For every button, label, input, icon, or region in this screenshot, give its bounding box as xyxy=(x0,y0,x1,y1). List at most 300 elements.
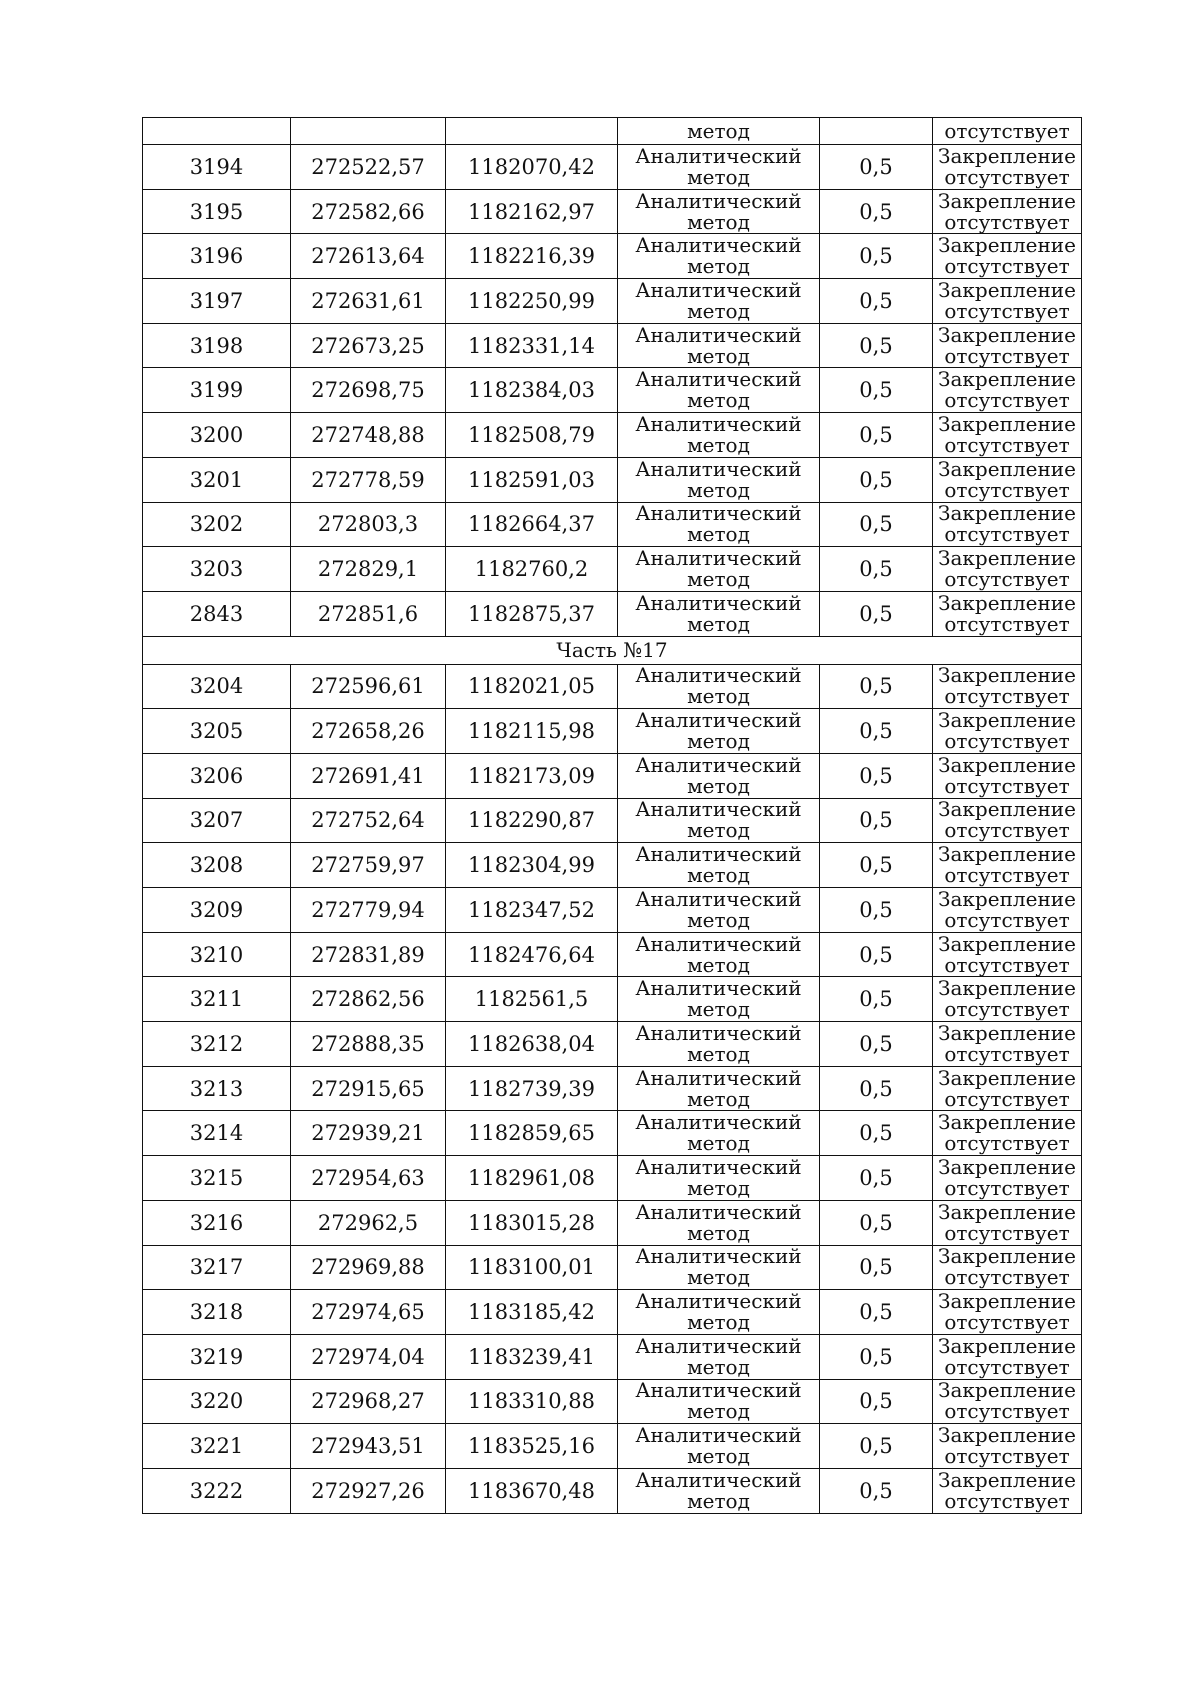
point-id-cell: 3210 xyxy=(143,932,291,977)
y-coordinate-cell: 1183100,01 xyxy=(446,1245,618,1290)
method-line-1: Аналитический xyxy=(635,1110,802,1135)
fixation-line-1: Закрепление xyxy=(938,1245,1076,1269)
method-line-2: метод xyxy=(687,1488,750,1513)
x-coordinate-cell: 272862,56 xyxy=(291,977,446,1022)
method-line-1: Аналитический xyxy=(635,1379,802,1403)
method-cell xyxy=(618,547,820,592)
accuracy-cell: 0,5 xyxy=(820,709,933,754)
method-cell xyxy=(618,1066,820,1111)
point-id-cell: 3211 xyxy=(143,977,291,1022)
x-coordinate-cell: 272691,41 xyxy=(291,753,446,798)
method-cell xyxy=(618,368,820,413)
point-id-cell: 3214 xyxy=(143,1111,291,1156)
point-id-cell: 3198 xyxy=(143,323,291,368)
method-line-1: Аналитический xyxy=(635,1289,802,1314)
method-line-2: метод xyxy=(687,209,750,234)
method-line-2: метод xyxy=(687,1399,750,1424)
table-row xyxy=(143,1156,1082,1201)
fixation-line-2: отсутствует xyxy=(944,997,1070,1022)
accuracy-cell: 0,5 xyxy=(820,279,933,324)
method-line-2: метод xyxy=(687,1175,750,1200)
point-id-cell xyxy=(143,118,291,145)
method-line-2: метод xyxy=(687,298,750,323)
table-row xyxy=(143,798,1082,843)
method-line-1: Аналитический xyxy=(635,842,802,867)
accuracy-cell: 0,5 xyxy=(820,502,933,547)
method-cell xyxy=(618,323,820,368)
fixation-line-1: Закрепление xyxy=(938,887,1076,911)
fixation-line-1: Закрепление xyxy=(938,323,1076,347)
fixation-line-2: отсутствует xyxy=(944,1265,1070,1290)
method-line-1: Аналитический xyxy=(635,1334,802,1358)
coordinates-table xyxy=(142,117,1082,1514)
fixation-cell xyxy=(933,502,1082,547)
part-heading-row xyxy=(143,636,1082,664)
y-coordinate-cell: 1182476,64 xyxy=(446,932,618,977)
accuracy-cell: 0,5 xyxy=(820,1379,933,1424)
fixation-cell xyxy=(933,1290,1082,1335)
fixation-cell xyxy=(933,1066,1082,1111)
accuracy-cell: 0,5 xyxy=(820,888,933,933)
fixation-line-2: отсутствует xyxy=(944,298,1070,323)
y-coordinate-cell: 1182331,14 xyxy=(446,323,618,368)
fixation-cell xyxy=(933,977,1082,1022)
fixation-line-1: Закрепление xyxy=(938,842,1076,867)
method-line-2: метод xyxy=(687,997,750,1022)
accuracy-cell: 0,5 xyxy=(820,1334,933,1379)
fixation-line-1: Закрепление xyxy=(938,1066,1076,1090)
x-coordinate-cell: 272778,59 xyxy=(291,457,446,502)
x-coordinate-cell: 272613,64 xyxy=(291,234,446,279)
x-coordinate-cell: 272631,61 xyxy=(291,279,446,324)
table-row xyxy=(143,189,1082,234)
method-line-1: Аналитический xyxy=(635,323,802,347)
point-id-cell: 3195 xyxy=(143,189,291,234)
point-id-cell: 3221 xyxy=(143,1424,291,1469)
point-id-cell: 3220 xyxy=(143,1379,291,1424)
fixation-line-1: Закрепление xyxy=(938,233,1076,258)
fixation-line-1: Закрепление xyxy=(938,278,1076,302)
accuracy-cell: 0,5 xyxy=(820,234,933,279)
table-row xyxy=(143,323,1082,368)
fixation-line-1: Закрепление xyxy=(938,412,1076,436)
x-coordinate-cell: 272954,63 xyxy=(291,1156,446,1201)
table-row xyxy=(143,1022,1082,1067)
method-line-1: Аналитический xyxy=(635,412,802,436)
point-id-cell: 3201 xyxy=(143,457,291,502)
method-line-1: Аналитический xyxy=(635,798,802,822)
fixation-line-1: Закрепление xyxy=(938,1200,1076,1224)
fixation-line-2: отсутствует xyxy=(944,1399,1070,1424)
fixation-line-1: Закрепление xyxy=(938,367,1076,392)
point-id-cell: 3199 xyxy=(143,368,291,413)
fixation-cell xyxy=(933,1468,1082,1513)
point-id-cell: 3208 xyxy=(143,843,291,888)
point-id-cell: 3207 xyxy=(143,798,291,843)
point-id-cell: 3209 xyxy=(143,888,291,933)
fixation-line-2: отсутствует xyxy=(944,863,1070,888)
fixation-line-1: Закрепление xyxy=(938,798,1076,822)
accuracy-cell: 0,5 xyxy=(820,1468,933,1513)
method-cell xyxy=(618,1156,820,1201)
fixation-line-2: отсутствует xyxy=(944,1444,1070,1469)
table-row xyxy=(143,1334,1082,1379)
y-coordinate-cell: 1182115,98 xyxy=(446,709,618,754)
accuracy-cell: 0,5 xyxy=(820,1245,933,1290)
accuracy-cell: 0,5 xyxy=(820,1200,933,1245)
accuracy-cell: 0,5 xyxy=(820,977,933,1022)
fixation-line-1: Закрепление xyxy=(938,708,1076,733)
y-coordinate-cell: 1182859,65 xyxy=(446,1111,618,1156)
point-id-cell: 2843 xyxy=(143,591,291,636)
table-row xyxy=(143,977,1082,1022)
method-line-2: метод xyxy=(687,907,750,932)
method-line-2: метод xyxy=(687,432,750,457)
x-coordinate-cell: 272582,66 xyxy=(291,189,446,234)
point-id-cell: 3222 xyxy=(143,1468,291,1513)
method-cell xyxy=(618,1245,820,1290)
method-cell xyxy=(618,502,820,547)
fixation-line-2: отсутствует xyxy=(944,1310,1070,1335)
x-coordinate-cell: 272698,75 xyxy=(291,368,446,413)
table-row xyxy=(143,888,1082,933)
table-row xyxy=(143,1290,1082,1335)
method-line-2: метод xyxy=(687,1041,750,1066)
accuracy-cell: 0,5 xyxy=(820,189,933,234)
y-coordinate-cell: 1182561,5 xyxy=(446,977,618,1022)
fixation-line-2: отсутствует xyxy=(944,432,1070,457)
y-coordinate-cell: 1182347,52 xyxy=(446,888,618,933)
fixation-line-1: Закрепление xyxy=(938,1021,1076,1045)
y-coordinate-cell: 1182760,2 xyxy=(446,547,618,592)
fixation-line-2: отсутствует xyxy=(944,522,1070,547)
method-cell xyxy=(618,279,820,324)
x-coordinate-cell xyxy=(291,118,446,145)
method-line-1: Аналитический xyxy=(635,887,802,911)
part-heading: Часть №17 xyxy=(143,636,1082,664)
x-coordinate-cell: 272974,65 xyxy=(291,1290,446,1335)
fixation-line-2: отсутствует xyxy=(944,1488,1070,1513)
method-line-2: метод xyxy=(687,684,750,709)
method-line-2: метод xyxy=(687,1310,750,1335)
table-row xyxy=(143,1379,1082,1424)
point-id-cell: 3194 xyxy=(143,145,291,190)
fixation-cell xyxy=(933,1379,1082,1424)
method-line-2: метод xyxy=(687,1131,750,1156)
method-line-1: Аналитический xyxy=(635,591,802,615)
accuracy-cell: 0,5 xyxy=(820,753,933,798)
fixation-line-2: отсутствует xyxy=(944,164,1070,189)
x-coordinate-cell: 272939,21 xyxy=(291,1111,446,1156)
point-id-cell: 3206 xyxy=(143,753,291,798)
point-id-cell: 3196 xyxy=(143,234,291,279)
method-line-2: метод xyxy=(687,818,750,843)
fixation-cell xyxy=(933,1156,1082,1201)
method-line-2: метод xyxy=(687,773,750,798)
accuracy-cell: 0,5 xyxy=(820,843,933,888)
fixation-line-1: Закрепление xyxy=(938,753,1076,777)
accuracy-cell: 0,5 xyxy=(820,1290,933,1335)
fixation-line-2: отсутствует xyxy=(944,254,1070,279)
fixation-cell xyxy=(933,323,1082,368)
method-line-1: Аналитический xyxy=(635,1155,802,1179)
point-id-cell: 3200 xyxy=(143,413,291,458)
fixation-cell xyxy=(933,1334,1082,1379)
x-coordinate-cell: 272779,94 xyxy=(291,888,446,933)
fixation-line-2: отсутствует xyxy=(944,952,1070,977)
table-row xyxy=(143,843,1082,888)
method-line-1: Аналитический xyxy=(635,753,802,777)
method-cell xyxy=(618,457,820,502)
method-cell xyxy=(618,932,820,977)
fixation-line-1: Закрепление xyxy=(938,1110,1076,1135)
y-coordinate-cell: 1182021,05 xyxy=(446,664,618,709)
table-row xyxy=(143,279,1082,324)
method-line-1: Аналитический xyxy=(635,144,802,168)
coordinates-table-body xyxy=(143,118,1082,1514)
fixation-line-1: Закрепление xyxy=(938,1468,1076,1492)
point-id-cell: 3218 xyxy=(143,1290,291,1335)
table-row xyxy=(143,664,1082,709)
point-id-cell: 3215 xyxy=(143,1156,291,1201)
y-coordinate-cell: 1182216,39 xyxy=(446,234,618,279)
x-coordinate-cell: 272748,88 xyxy=(291,413,446,458)
fixation-line-1: Закрепление xyxy=(938,1379,1076,1403)
fixation-line-2: отсутствует xyxy=(944,567,1070,592)
point-id-cell: 3204 xyxy=(143,664,291,709)
method-line-2: метод xyxy=(687,1265,750,1290)
method-cell xyxy=(618,1290,820,1335)
x-coordinate-cell: 272969,88 xyxy=(291,1245,446,1290)
point-id-cell: 3216 xyxy=(143,1200,291,1245)
fixation-line-2: отсутствует xyxy=(944,684,1070,709)
point-id-cell: 3205 xyxy=(143,709,291,754)
y-coordinate-cell: 1182162,97 xyxy=(446,189,618,234)
table-row xyxy=(143,1245,1082,1290)
fixation-cell xyxy=(933,709,1082,754)
fixation-line-2: отсутствует xyxy=(944,1086,1070,1111)
method-line-1: Аналитический xyxy=(635,1468,802,1492)
method-cell xyxy=(618,1468,820,1513)
x-coordinate-cell: 272831,89 xyxy=(291,932,446,977)
fixation-cell xyxy=(933,1022,1082,1067)
accuracy-cell: 0,5 xyxy=(820,798,933,843)
x-coordinate-cell: 272927,26 xyxy=(291,1468,446,1513)
point-id-cell: 3213 xyxy=(143,1066,291,1111)
accuracy-cell: 0,5 xyxy=(820,664,933,709)
method-cell xyxy=(618,753,820,798)
fixation-line-1: Закрепление xyxy=(938,546,1076,571)
x-coordinate-cell: 272673,25 xyxy=(291,323,446,368)
y-coordinate-cell: 1183239,41 xyxy=(446,1334,618,1379)
accuracy-cell: 0,5 xyxy=(820,1022,933,1067)
y-coordinate-cell: 1182739,39 xyxy=(446,1066,618,1111)
method-line-1: Аналитический xyxy=(635,1245,802,1269)
method-cell xyxy=(618,888,820,933)
x-coordinate-cell: 272851,6 xyxy=(291,591,446,636)
method-cell xyxy=(618,234,820,279)
method-line-2: метод xyxy=(687,1086,750,1111)
x-coordinate-cell: 272829,1 xyxy=(291,547,446,592)
accuracy-cell xyxy=(820,118,933,145)
y-coordinate-cell: 1182173,09 xyxy=(446,753,618,798)
method-line-1: Аналитический xyxy=(635,1066,802,1090)
fixation-line-2: отсутствует xyxy=(944,1041,1070,1066)
method-cell: метод xyxy=(618,118,820,145)
fixation-line-2: отсутствует xyxy=(944,477,1070,502)
method-line-1: Аналитический xyxy=(635,278,802,302)
method-line-1: Аналитический xyxy=(635,546,802,571)
fixation-line-1: Закрепление xyxy=(938,591,1076,615)
table-row xyxy=(143,709,1082,754)
method-line-2: метод xyxy=(687,567,750,592)
y-coordinate-cell: 1182304,99 xyxy=(446,843,618,888)
y-coordinate-cell: 1183670,48 xyxy=(446,1468,618,1513)
method-line-2: метод xyxy=(687,1354,750,1379)
y-coordinate-cell: 1182070,42 xyxy=(446,145,618,190)
fixation-cell xyxy=(933,798,1082,843)
method-cell xyxy=(618,1200,820,1245)
method-cell xyxy=(618,591,820,636)
method-cell xyxy=(618,709,820,754)
y-coordinate-cell: 1182508,79 xyxy=(446,413,618,458)
method-line-2: метод xyxy=(687,343,750,368)
method-cell xyxy=(618,145,820,190)
point-id-cell: 3212 xyxy=(143,1022,291,1067)
method-cell xyxy=(618,413,820,458)
method-cell xyxy=(618,1379,820,1424)
method-line-1: Аналитический xyxy=(635,457,802,481)
method-line-1: Аналитический xyxy=(635,189,802,213)
accuracy-cell: 0,5 xyxy=(820,1156,933,1201)
fixation-line-1: Закрепление xyxy=(938,457,1076,481)
x-coordinate-cell: 272596,61 xyxy=(291,664,446,709)
fixation-cell xyxy=(933,1200,1082,1245)
table-row xyxy=(143,502,1082,547)
point-id-cell: 3202 xyxy=(143,502,291,547)
method-line-2: метод xyxy=(687,863,750,888)
y-coordinate-cell: 1183310,88 xyxy=(446,1379,618,1424)
point-id-cell: 3197 xyxy=(143,279,291,324)
y-coordinate-cell: 1182875,37 xyxy=(446,591,618,636)
fixation-line-1: Закрепление xyxy=(938,1155,1076,1179)
method-cell xyxy=(618,189,820,234)
table-row xyxy=(143,234,1082,279)
y-coordinate-cell: 1182384,03 xyxy=(446,368,618,413)
point-id-cell: 3217 xyxy=(143,1245,291,1290)
table-row xyxy=(143,1066,1082,1111)
accuracy-cell: 0,5 xyxy=(820,1111,933,1156)
y-coordinate-cell: 1183015,28 xyxy=(446,1200,618,1245)
accuracy-cell: 0,5 xyxy=(820,413,933,458)
y-coordinate-cell: 1182250,99 xyxy=(446,279,618,324)
x-coordinate-cell: 272803,3 xyxy=(291,502,446,547)
x-coordinate-cell: 272974,04 xyxy=(291,1334,446,1379)
accuracy-cell: 0,5 xyxy=(820,323,933,368)
fixation-cell xyxy=(933,753,1082,798)
accuracy-cell: 0,5 xyxy=(820,1424,933,1469)
fixation-line-2: отсутствует xyxy=(944,611,1070,636)
method-line-1: Аналитический xyxy=(635,708,802,733)
x-coordinate-cell: 272962,5 xyxy=(291,1200,446,1245)
method-line-1: Аналитический xyxy=(635,502,802,526)
method-line-2: метод xyxy=(687,1220,750,1245)
method-line-1: Аналитический xyxy=(635,1200,802,1224)
fixation-line-2: отсутствует xyxy=(944,1354,1070,1379)
y-coordinate-cell: 1182591,03 xyxy=(446,457,618,502)
x-coordinate-cell: 272759,97 xyxy=(291,843,446,888)
method-line-2: метод xyxy=(687,1444,750,1469)
method-line-1: Аналитический xyxy=(635,1021,802,1045)
accuracy-cell: 0,5 xyxy=(820,591,933,636)
table-row xyxy=(143,753,1082,798)
method-line-1: Аналитический xyxy=(635,976,802,1001)
method-line-2: метод xyxy=(687,522,750,547)
method-line-2: метод xyxy=(687,388,750,413)
fixation-cell: отсутствует xyxy=(933,118,1082,145)
method-cell xyxy=(618,664,820,709)
fixation-line-2: отсутствует xyxy=(944,1131,1070,1156)
fixation-line-1: Закрепление xyxy=(938,932,1076,956)
x-coordinate-cell: 272943,51 xyxy=(291,1424,446,1469)
method-line-1: Аналитический xyxy=(635,1423,802,1448)
method-line-2: метод xyxy=(687,611,750,636)
method-line-2: метод xyxy=(687,254,750,279)
fixation-cell xyxy=(933,413,1082,458)
fixation-cell xyxy=(933,1111,1082,1156)
y-coordinate-cell: 1182290,87 xyxy=(446,798,618,843)
x-coordinate-cell: 272968,27 xyxy=(291,1379,446,1424)
table-row xyxy=(143,591,1082,636)
y-coordinate-cell xyxy=(446,118,618,145)
method-line-2: метод xyxy=(687,729,750,754)
table-row xyxy=(143,145,1082,190)
method-line-2: метод xyxy=(687,477,750,502)
fixation-line-2: отсутствует xyxy=(944,1220,1070,1245)
table-row xyxy=(143,932,1082,977)
method-cell xyxy=(618,977,820,1022)
point-id-cell: 3203 xyxy=(143,547,291,592)
fixation-cell xyxy=(933,547,1082,592)
fixation-line-2: отсутствует xyxy=(944,209,1070,234)
method-line-2: метод xyxy=(687,164,750,189)
y-coordinate-cell: 1182961,08 xyxy=(446,1156,618,1201)
table-row xyxy=(143,413,1082,458)
fixation-line-1: Закрепление xyxy=(938,189,1076,213)
accuracy-cell: 0,5 xyxy=(820,1066,933,1111)
fixation-line-2: отсутствует xyxy=(944,388,1070,413)
table-row xyxy=(143,368,1082,413)
y-coordinate-cell: 1183185,42 xyxy=(446,1290,618,1335)
fixation-cell xyxy=(933,843,1082,888)
fixation-line-1: Закрепление xyxy=(938,1334,1076,1358)
fixation-line-1: Закрепление xyxy=(938,976,1076,1001)
fixation-line-1: Закрепление xyxy=(938,664,1076,688)
x-coordinate-cell: 272658,26 xyxy=(291,709,446,754)
table-row xyxy=(143,1468,1082,1513)
fixation-cell xyxy=(933,591,1082,636)
fixation-line-1: Закрепление xyxy=(938,1289,1076,1314)
fixation-line-1: Закрепление xyxy=(938,144,1076,168)
fixation-cell xyxy=(933,189,1082,234)
method-cell xyxy=(618,798,820,843)
fixation-cell xyxy=(933,145,1082,190)
fixation-cell xyxy=(933,457,1082,502)
y-coordinate-cell: 1182664,37 xyxy=(446,502,618,547)
method-cell xyxy=(618,1424,820,1469)
fixation-cell xyxy=(933,1424,1082,1469)
x-coordinate-cell: 272752,64 xyxy=(291,798,446,843)
